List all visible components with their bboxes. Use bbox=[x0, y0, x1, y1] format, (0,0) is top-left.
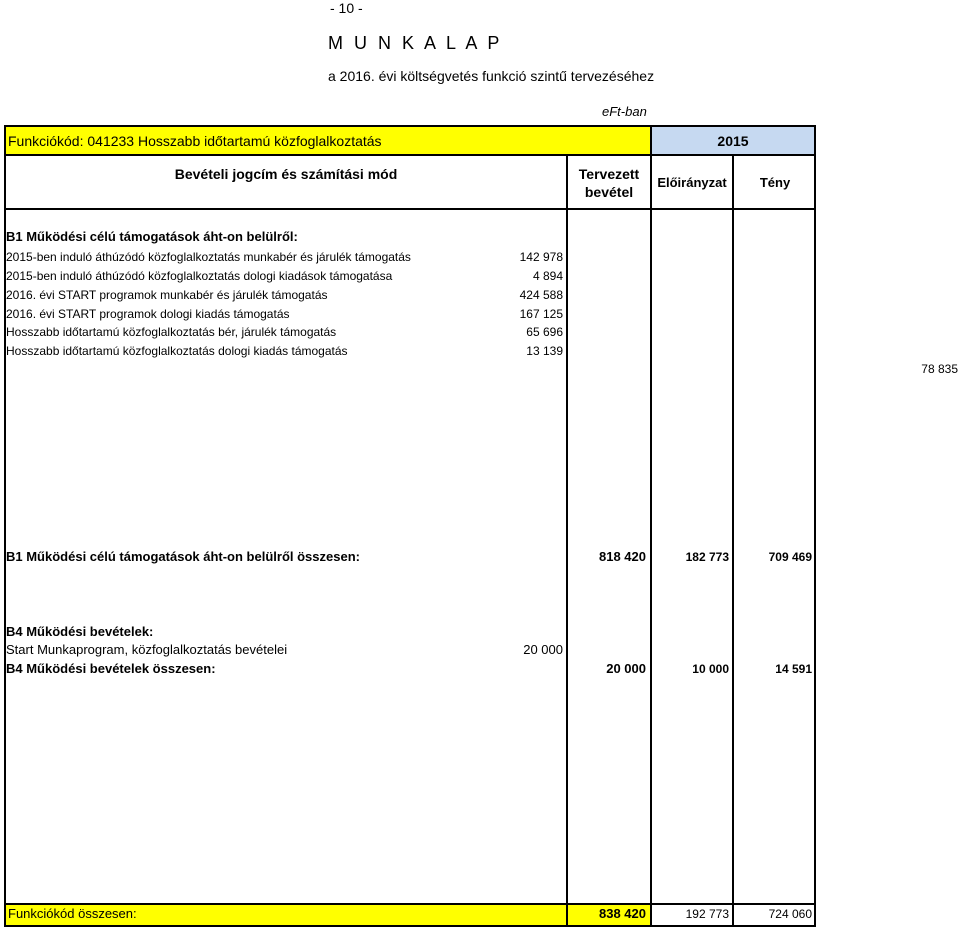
col-divider-planned-left bbox=[566, 154, 568, 927]
b1-section-title: B1 Működési célú támogatások áht-on belülről: bbox=[6, 229, 298, 244]
page-number: - 10 - bbox=[330, 0, 363, 16]
col-header-actual: Tény bbox=[759, 175, 791, 190]
list-item-value: 65 696 bbox=[526, 325, 563, 339]
b1-total-planned: 818 420 bbox=[599, 549, 646, 564]
b1-total-actual: 709 469 bbox=[768, 550, 812, 564]
unit-label: eFt-ban bbox=[602, 104, 647, 119]
grand-total-planned: 838 420 bbox=[599, 906, 646, 921]
year-label: 2015 bbox=[717, 133, 749, 149]
page-subtitle: a 2016. évi költségvetés funkció szintű tervezéséhez bbox=[328, 68, 655, 84]
grand-total-actual: 724 060 bbox=[768, 907, 812, 921]
grand-total-appropriation: 192 773 bbox=[685, 907, 729, 921]
list-item-value: 13 139 bbox=[526, 344, 563, 358]
col-divider-appropriation-right bbox=[732, 154, 734, 927]
list-item: Hosszabb időtartamú közfoglalkoztatás dologi kiadás támogatás bbox=[6, 344, 348, 358]
b4-total-planned: 20 000 bbox=[606, 661, 646, 676]
function-code-label: Funkciókód: 041233 Hosszabb időtartamú közfoglalkoztatás bbox=[8, 133, 382, 149]
col-divider-planned-right bbox=[650, 127, 652, 927]
list-item: 2016. évi START programok munkabér és járulék támogatás bbox=[6, 288, 328, 302]
rule bbox=[4, 903, 816, 905]
list-item: Start Munkaprogram, közfoglalkoztatás bevételei bbox=[6, 642, 288, 657]
col-header-appropriation: Előirányzat bbox=[657, 175, 727, 190]
rule bbox=[4, 154, 816, 156]
list-item: 2015-ben induló áthúzódó közfoglalkoztatás munkabér és járulék támogatás bbox=[6, 250, 411, 264]
col-header-planned-2: bevétel bbox=[584, 184, 634, 200]
list-item-value: 424 588 bbox=[519, 288, 563, 302]
list-item-value: 20 000 bbox=[523, 642, 563, 657]
list-item-value: 142 978 bbox=[519, 250, 563, 264]
b4-total-actual: 14 591 bbox=[775, 662, 812, 676]
b4-section-title: B4 Működési bevételek: bbox=[6, 624, 154, 639]
list-item-value: 4 894 bbox=[532, 269, 563, 283]
col-header-planned-1: Tervezett bbox=[578, 166, 640, 182]
list-item-value: 167 125 bbox=[519, 307, 563, 321]
grand-total-label: Funkciókód összesen: bbox=[8, 906, 137, 921]
b4-total-label: B4 Működési bevételek összesen: bbox=[6, 661, 216, 676]
page-title: M U N K A L A P bbox=[328, 33, 503, 53]
outside-value: 78 835 bbox=[921, 362, 958, 376]
b4-total-appropriation: 10 000 bbox=[692, 662, 729, 676]
col-header-description: Bevételi jogcím és számítási mód bbox=[174, 166, 398, 182]
list-item: 2015-ben induló áthúzódó közfoglalkoztatás dologi kiadások támogatása bbox=[6, 269, 393, 283]
b1-total-appropriation: 182 773 bbox=[685, 550, 729, 564]
list-item: 2016. évi START programok dologi kiadás támogatás bbox=[6, 307, 290, 321]
rule bbox=[4, 208, 816, 210]
b1-total-label: B1 Működési célú támogatások áht-on belülről összesen: bbox=[6, 549, 360, 564]
list-item: Hosszabb időtartamú közfoglalkoztatás bér, járulék támogatás bbox=[6, 325, 337, 339]
worksheet-table bbox=[4, 125, 816, 927]
